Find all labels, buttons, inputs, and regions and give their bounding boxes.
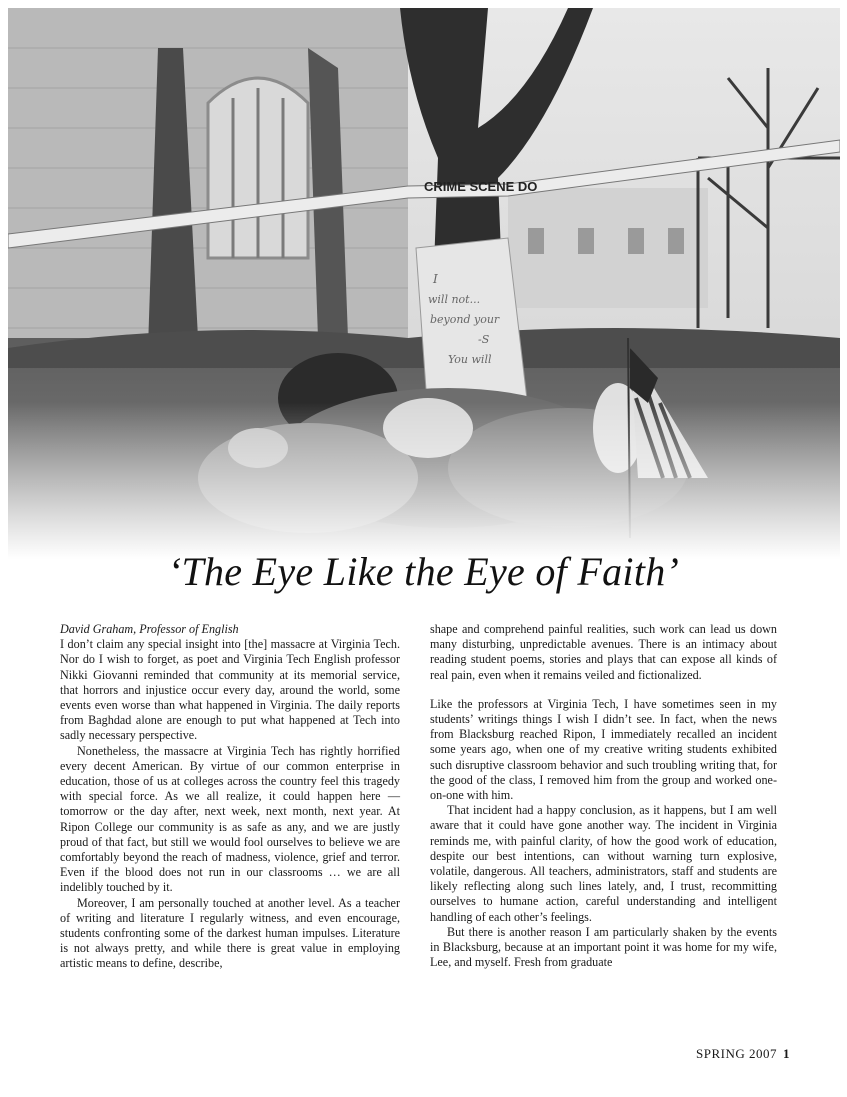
byline: David Graham, Professor of English [60,622,239,636]
article-column-right [430,622,777,970]
paragraph: But there is another reason I am particularly shaken by the events in Blacksburg, because at an important point it was home for my wife, Lee, and myself. Fresh from graduate [430,924,777,970]
page-footer [696,1046,790,1062]
paragraph: Moreover, I am personally touched at another level. As a teacher of writing and literature I regularly witness, and even encourage, students confronting some of the darkest human impulses. Literature is not always pretty, and while there is great value in employing artistic means to define, describe, [60,895,400,971]
paragraph: Nonetheless, the massacre at Virginia Tech has rightly horrified every decent American. By virtue of our common enterprise in education, those of us at colleges across the country feel this tragedy with special force. As we all realize, it could happen here — tomorrow or the day after, next week, next month, next year. At Ripon College our community is as safe as any, and we are justly proud of that fact, but still we would fool ourselves to believe we are comfortably beyond the reach of madness, violence, grief and terror. Even if the blood does not run in our classrooms … we are all indelibly touched by it. [60,743,400,895]
paragraph: Like the professors at Virginia Tech, I have sometimes seen in my students’ writings things I wish I didn’t see. In fact, when the news from Blacksburg reached Ripon, I immediately recalled an incident some years ago, when one of my creative writing students exhibited such disruptive classroom behavior and such troubling writing that, for the good of the class, I removed him from the group and worked one-on-one with him. [430,696,777,803]
paragraph: That incident had a happy conclusion, as it happens, but I am well aware that it could have gone another way. The incident in Virginia reminds me, with painful clarity, of how the good work of education, despite our best intentions, can without warning turn explosive, volatile, dangerous. All teachers, administrators, staff and students are likely reflecting along such lines lately, and, I trust, recommitting ourselves to humane action, careful understanding and intelligent handling of each other’s feelings. [430,803,777,924]
article-column-left [60,622,400,972]
paragraph: I don’t claim any special insight into [the] massacre at Virginia Tech. Nor do I wish to forget, as poet and Virginia Tech English professor Nikki Giovanni reminded that community at its memorial service, that horrors and injustice occur every day, around the world, some events even worse than what happened in Virginia. The daily reports from Baghdad alone are enough to put what happened at Tech into sadly necessary perspective. [60,637,400,743]
issue-label: SPRING 2007 [696,1046,777,1061]
page-number: 1 [783,1046,790,1061]
paragraph: shape and comprehend painful realities, such work can lead us down many disturbing, unpredictable avenues. There is an intimacy about reading student poems, stories and plays that can expose all kinds of real pain, even when it remains veiled and fictionalized. [430,622,777,682]
memorial-photo [8,8,840,588]
article-title: ‘The Eye Like the Eye of Faith’ [167,549,680,594]
